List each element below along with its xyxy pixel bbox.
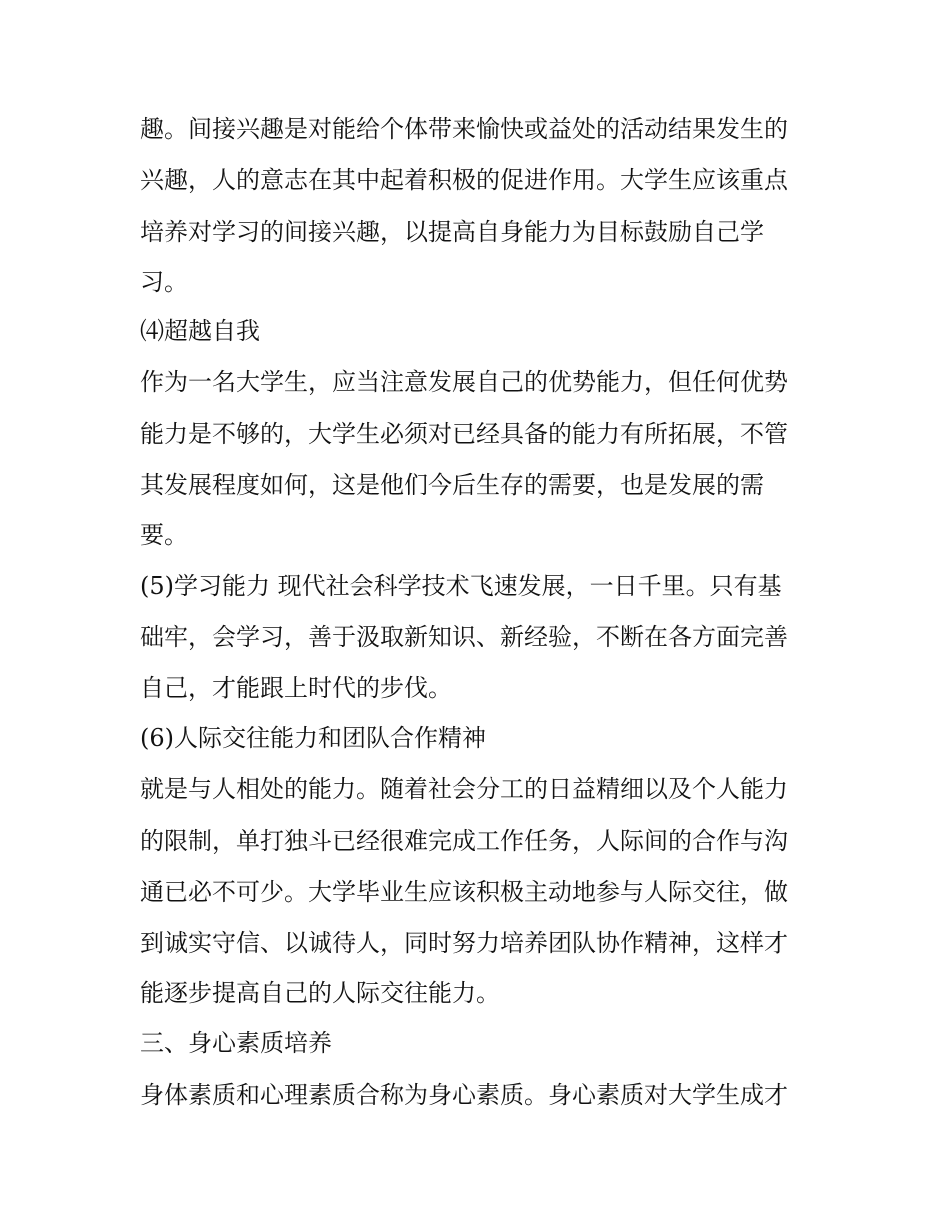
text-line: 础牢，会学习，善于汲取新知识、新经验，不断在各方面完善: [140, 623, 788, 651]
section-heading: 三、身心素质培养: [140, 1029, 332, 1057]
text-line: 能逐步提高自己的人际交往能力。: [140, 979, 500, 1007]
text-line: 习。: [140, 268, 188, 296]
text-line: 兴趣，人的意志在其中起着积极的促进作用。大学生应该重点: [140, 166, 788, 194]
text-line: 作为一名大学生，应当注意发展自己的优势能力，但任何优势: [140, 368, 788, 396]
text-line: 趣。间接兴趣是对能给个体带来愉快或益处的活动结果发生的: [140, 115, 788, 143]
text-line: 其发展程度如何，这是他们今后生存的需要，也是发展的需: [140, 471, 764, 499]
section-heading: (6)人际交往能力和团队合作精神: [140, 724, 486, 752]
text-line: 自己，才能跟上时代的步伐。: [140, 674, 452, 702]
text-line: 通已必不可少。大学毕业生应该积极主动地参与人际交往，做: [140, 878, 788, 906]
text-line: 到诚实守信、以诚待人，同时努力培养团队协作精神，这样才: [140, 929, 788, 957]
text-line: 就是与人相处的能力。随着社会分工的日益精细以及个人能力: [140, 775, 788, 803]
text-line: 培养对学习的间接兴趣，以提高自身能力为目标鼓励自己学: [140, 218, 764, 246]
section-heading: ⑷超越自我: [140, 317, 260, 345]
text-line: 要。: [140, 521, 188, 549]
text-line: 的限制，单打独斗已经很难完成工作任务，人际间的合作与沟: [140, 827, 788, 855]
text-line: 身体素质和心理素质合称为身心素质。身心素质对大学生成才: [140, 1081, 788, 1109]
text-line: 能力是不够的，大学生必须对已经具备的能力有所拓展，不管: [140, 420, 788, 448]
section-heading: (5)学习能力 现代社会科学技术飞速发展，一日千里。只有基: [140, 572, 782, 600]
